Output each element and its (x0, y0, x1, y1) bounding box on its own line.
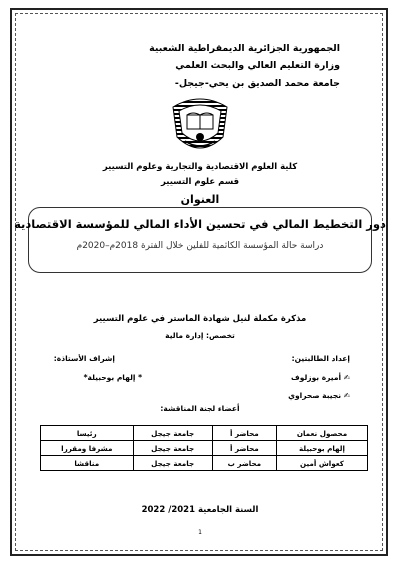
supervisor-name: * إلهام بوحبيلة* (83, 373, 142, 382)
student-1-name: أميرة بوزلوف (291, 373, 342, 382)
title-heading: العنوان (180, 193, 220, 206)
page-number: 1 (198, 529, 202, 536)
header-republic: الجمهورية الجزائرية الديمقراطية الشعبية (149, 43, 340, 54)
thesis-subtitle: دراسة حالة المؤسسة الكاثمية للفلين خلال الفترة 2018م–2020م (76, 241, 324, 251)
supervisor-label: إشراف الأستاذة: (53, 354, 115, 363)
jury-label: أعضاء لجنة المناقشة: (160, 404, 240, 413)
pen-icon: ✍ (343, 373, 350, 382)
table-row (41, 441, 368, 456)
jury-member-name: إلهام بوحبيلة (277, 441, 368, 456)
jury-table (40, 425, 368, 471)
table-row (41, 456, 368, 471)
student-1 (291, 373, 350, 382)
thesis-title: دور التخطيط المالي في تحسين الأداء المالي للمؤسسة الاقتصادية (14, 217, 386, 231)
student-2 (288, 391, 350, 400)
academic-year: السنة الجامعية 2021/ 2022 (141, 505, 259, 515)
university-seal-icon (165, 97, 235, 157)
jury-member-role: رئيسا (41, 426, 134, 441)
table-row (41, 426, 368, 441)
jury-member-rank: محاضر ب (212, 456, 276, 471)
header-ministry: وزارة التعليم العالي والبحث العلمي (175, 60, 340, 71)
header-university: جامعة محمد الصديق بن يحي-جيجل- (174, 78, 340, 89)
jury-member-university: جامعة جيجل (133, 456, 212, 471)
jury-member-role: مشرفا ومقررا (41, 441, 134, 456)
students-label: إعداد الطالبتين: (291, 354, 350, 363)
department-name: قسم علوم التسيير (160, 177, 240, 187)
jury-member-rank: محاضر أ (212, 441, 276, 456)
faculty-name: كلية العلوم الاقتصادية والتجارية وعلوم التسيير (102, 162, 298, 172)
jury-member-rank: محاضر أ (212, 426, 276, 441)
degree-statement: مذكرة مكملة لنيل شهادة الماستر في علوم التسيير (93, 314, 307, 324)
specialty: تخصص: إدارة مالية (165, 331, 235, 340)
jury-member-name: كعواش أمين (277, 456, 368, 471)
jury-member-role: مناقشا (41, 456, 134, 471)
pen-icon: ✍ (343, 391, 350, 400)
jury-member-university: جامعة جيجل (133, 426, 212, 441)
jury-member-name: محصول نعمان (277, 426, 368, 441)
jury-member-university: جامعة جيجل (133, 441, 212, 456)
student-2-name: نجيبة صحراوي (288, 391, 342, 400)
